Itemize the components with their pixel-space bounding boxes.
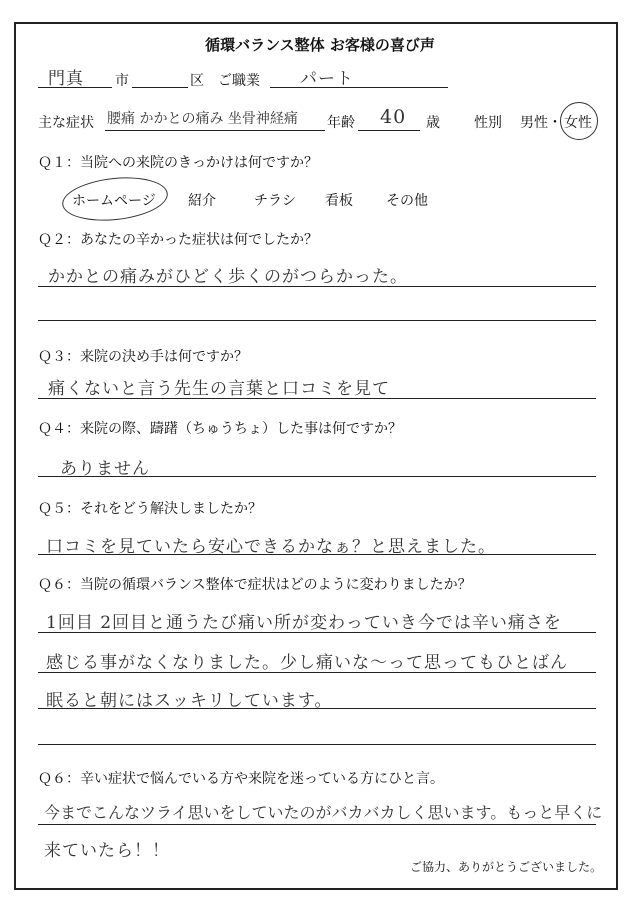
q6-line-3 bbox=[38, 708, 596, 709]
q5-question: Ｑ５：それをどう解決しましたか？ bbox=[38, 501, 262, 517]
q6-question: Ｑ６：当院の循環バランス整体で症状はどのように変わりましたか？ bbox=[38, 577, 472, 593]
q4-question: Ｑ４：来院の際、躊躇（ちゅうちょ）した事は何ですか？ bbox=[38, 421, 402, 437]
ward-line bbox=[132, 87, 188, 88]
q1-question: Ｑ１：当院への来院のきっかけは何ですか？ bbox=[38, 155, 318, 171]
q3-answer: 痛くないと言う先生の言葉と口コミを見て bbox=[48, 379, 390, 399]
q7-answer-line-2: 来ていたら！！ bbox=[44, 841, 170, 861]
age-label: 年齢 bbox=[327, 115, 355, 131]
q6-line-4 bbox=[38, 744, 596, 745]
q5-line bbox=[38, 554, 596, 555]
q1-option-homepage: ホームページ bbox=[72, 193, 156, 209]
gender-female: 女性 bbox=[564, 115, 592, 131]
age-unit: 歳 bbox=[426, 115, 440, 131]
q1-option-signboard: 看板 bbox=[325, 193, 353, 209]
q2-line-1 bbox=[38, 286, 596, 287]
q6-answer-line-2: 感じる事がなくなりました。少し痛いな〜って思ってもひとばん bbox=[46, 653, 568, 673]
symptom-value: 腰痛 かかとの痛み 坐骨神経痛 bbox=[107, 111, 298, 127]
q7-question: Ｑ６：辛い症状で悩んでいる方や来院を迷っている方にひと言。 bbox=[38, 771, 444, 787]
footer-thanks: ご協力、ありがとうございました。 bbox=[410, 860, 603, 874]
q1-option-flyer: チラシ bbox=[254, 193, 296, 209]
symptom-line bbox=[105, 130, 325, 131]
ward-label: 区 bbox=[190, 73, 204, 89]
job-value: パート bbox=[300, 69, 354, 89]
city-value: 門真 bbox=[48, 69, 84, 89]
job-label: ご職業 bbox=[218, 73, 260, 89]
q6-line-2 bbox=[38, 672, 596, 673]
q5-answer: 口コミを見ていたら安心できるかなぁ？と思えました。 bbox=[46, 537, 496, 557]
page-title: 循環バランス整体 お客様の喜び声 bbox=[205, 36, 435, 54]
q2-answer: かかとの痛みがひどく歩くのがつらかった。 bbox=[48, 267, 408, 287]
symptom-label: 主な症状 bbox=[38, 115, 94, 131]
city-line bbox=[38, 87, 112, 88]
q2-line-2 bbox=[38, 320, 596, 321]
gender-female-circle bbox=[560, 102, 598, 140]
q3-question: Ｑ３：来院の決め手は何ですか？ bbox=[38, 349, 248, 365]
q2-question: Ｑ２：あなたの辛かった症状は何でしたか？ bbox=[38, 232, 318, 248]
gender-label: 性別 bbox=[474, 115, 502, 131]
q7-answer-line-1: 今までこんなツライ思いをしていたのがバカバカしく思います。もっと早くに bbox=[44, 803, 603, 822]
age-line bbox=[358, 130, 420, 131]
q6-answer-line-1: 1回目 2回目と通うたび痛い所が変わっていき今では辛い痛さを bbox=[46, 613, 562, 633]
q6-line-1 bbox=[38, 632, 596, 633]
q1-option-other: その他 bbox=[386, 193, 428, 209]
q4-line bbox=[38, 476, 596, 477]
q4-answer: ありません bbox=[60, 459, 150, 479]
gender-separator: ・ bbox=[548, 115, 562, 131]
q7-line-1 bbox=[38, 824, 596, 825]
gender-male: 男性 bbox=[520, 115, 548, 131]
city-label: 市 bbox=[115, 73, 129, 89]
age-value: 40 bbox=[380, 106, 407, 128]
q3-line bbox=[38, 398, 596, 399]
job-line bbox=[270, 87, 448, 88]
q1-option-referral: 紹介 bbox=[188, 193, 216, 209]
q6-answer-line-3: 眠ると朝にはスッキリしています。 bbox=[46, 691, 333, 711]
